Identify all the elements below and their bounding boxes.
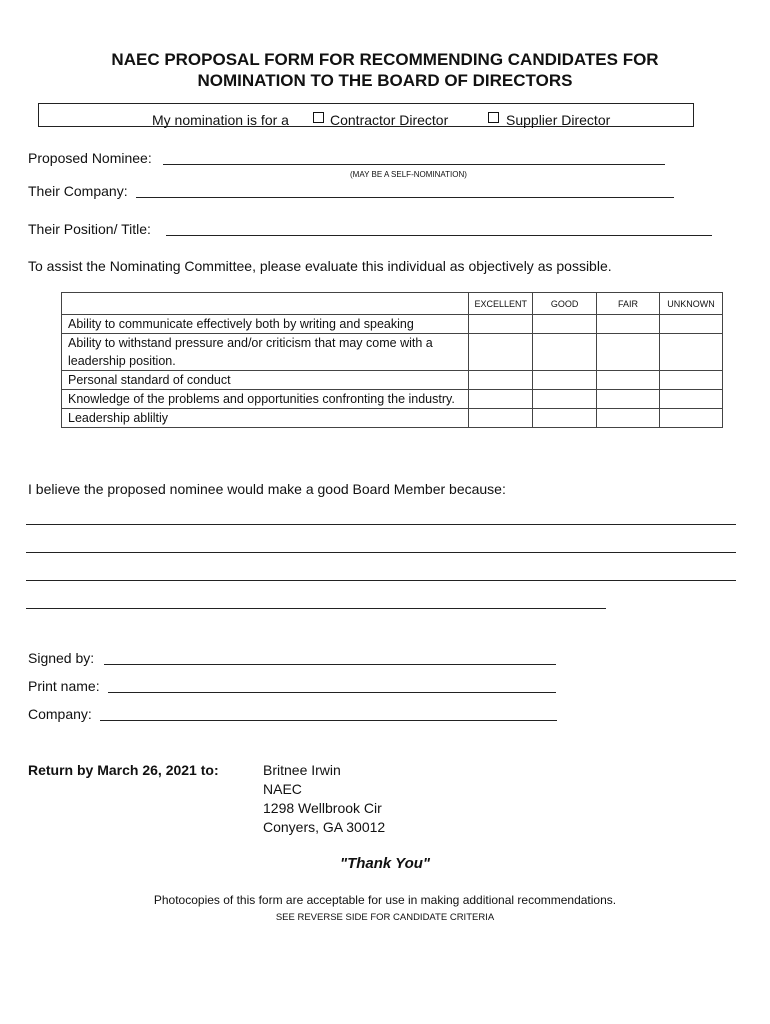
their-position-label: Their Position/ Title: <box>28 221 151 237</box>
rating-cell-excellent[interactable] <box>469 371 533 390</box>
belief-prompt: I believe the proposed nominee would make a good Board Member because: <box>28 481 506 497</box>
thank-you-text: "Thank You" <box>339 855 431 872</box>
signed-by-label: Signed by: <box>28 650 95 666</box>
return-address-name: Britnee Irwin <box>263 762 341 778</box>
evaluation-row <box>62 371 723 390</box>
proposed-nominee-field[interactable] <box>163 164 665 165</box>
print-name-field[interactable] <box>108 692 556 693</box>
criterion-label: Ability to communicate effectively both by writing and speaking <box>62 315 469 334</box>
rating-cell-excellent[interactable] <box>469 390 533 409</box>
rating-cell-fair[interactable] <box>597 390 660 409</box>
evaluation-row <box>62 315 723 334</box>
form-title-line-1: NAEC PROPOSAL FORM FOR RECOMMENDING CANDIDATES FOR <box>111 50 659 69</box>
contractor-director-label: Contractor Director <box>330 112 449 128</box>
rating-cell-unknown[interactable] <box>660 409 723 428</box>
column-excellent: EXCELLENT <box>469 293 533 315</box>
belief-answer-line-4[interactable] <box>26 608 606 609</box>
rating-cell-good[interactable] <box>533 371 597 390</box>
return-by-label: Return by March 26, 2021 to: <box>28 762 219 778</box>
rating-cell-fair[interactable] <box>597 371 660 390</box>
rating-cell-fair[interactable] <box>597 315 660 334</box>
column-unknown: UNKNOWN <box>660 293 723 315</box>
evaluation-header-row <box>62 293 723 315</box>
column-fair: FAIR <box>597 293 660 315</box>
criterion-label: Knowledge of the problems and opportunities confronting the industry. <box>62 390 469 409</box>
their-company-label: Their Company: <box>28 183 128 199</box>
belief-answer-line-3[interactable] <box>26 580 736 581</box>
rating-cell-fair[interactable] <box>597 334 660 371</box>
return-address-org: NAEC <box>263 781 302 797</box>
rating-cell-fair[interactable] <box>597 409 660 428</box>
photocopies-note: Photocopies of this form are acceptable for use in making additional recommendations. <box>153 893 617 907</box>
company-field[interactable] <box>100 720 557 721</box>
evaluation-row <box>62 409 723 428</box>
evaluation-row <box>62 334 723 371</box>
evaluation-table <box>61 292 723 428</box>
rating-cell-excellent[interactable] <box>469 409 533 428</box>
return-address-street: 1298 Wellbrook Cir <box>263 800 382 816</box>
column-good: GOOD <box>533 293 597 315</box>
belief-answer-line-1[interactable] <box>26 524 736 525</box>
print-name-label: Print name: <box>28 678 100 694</box>
their-position-field[interactable] <box>166 235 712 236</box>
nomination-prefix: My nomination is for a <box>152 112 289 128</box>
rating-cell-unknown[interactable] <box>660 315 723 334</box>
supplier-director-checkbox[interactable] <box>488 112 499 123</box>
rating-cell-good[interactable] <box>533 409 597 428</box>
evaluation-row <box>62 390 723 409</box>
rating-cell-unknown[interactable] <box>660 334 723 371</box>
evaluation-instruction: To assist the Nominating Committee, please evaluate this individual as objectively as possible. <box>28 258 612 274</box>
rating-cell-excellent[interactable] <box>469 315 533 334</box>
rating-cell-unknown[interactable] <box>660 390 723 409</box>
rating-cell-good[interactable] <box>533 334 597 371</box>
return-address-city: Conyers, GA 30012 <box>263 819 386 835</box>
rating-cell-excellent[interactable] <box>469 334 533 371</box>
rating-cell-unknown[interactable] <box>660 371 723 390</box>
contractor-director-checkbox[interactable] <box>313 112 324 123</box>
criterion-label: Ability to withstand pressure and/or criticism that may come with a leadership position. <box>62 334 469 371</box>
supplier-director-label: Supplier Director <box>506 112 611 128</box>
form-title-line-2: NOMINATION TO THE BOARD OF DIRECTORS <box>197 71 573 90</box>
criterion-label: Leadership abliltiy <box>62 409 469 428</box>
rating-cell-good[interactable] <box>533 315 597 334</box>
signed-by-field[interactable] <box>104 664 556 665</box>
criterion-label: Personal standard of conduct <box>62 371 469 390</box>
company-label: Company: <box>28 706 92 722</box>
reverse-side-note: SEE REVERSE SIDE FOR CANDIDATE CRITERIA <box>275 912 495 923</box>
criteria-header-cell <box>62 293 469 315</box>
rating-cell-good[interactable] <box>533 390 597 409</box>
proposed-nominee-label: Proposed Nominee: <box>28 150 152 166</box>
their-company-field[interactable] <box>136 197 674 198</box>
self-nomination-note: (MAY BE A SELF-NOMINATION) <box>350 170 467 179</box>
belief-answer-line-2[interactable] <box>26 552 736 553</box>
